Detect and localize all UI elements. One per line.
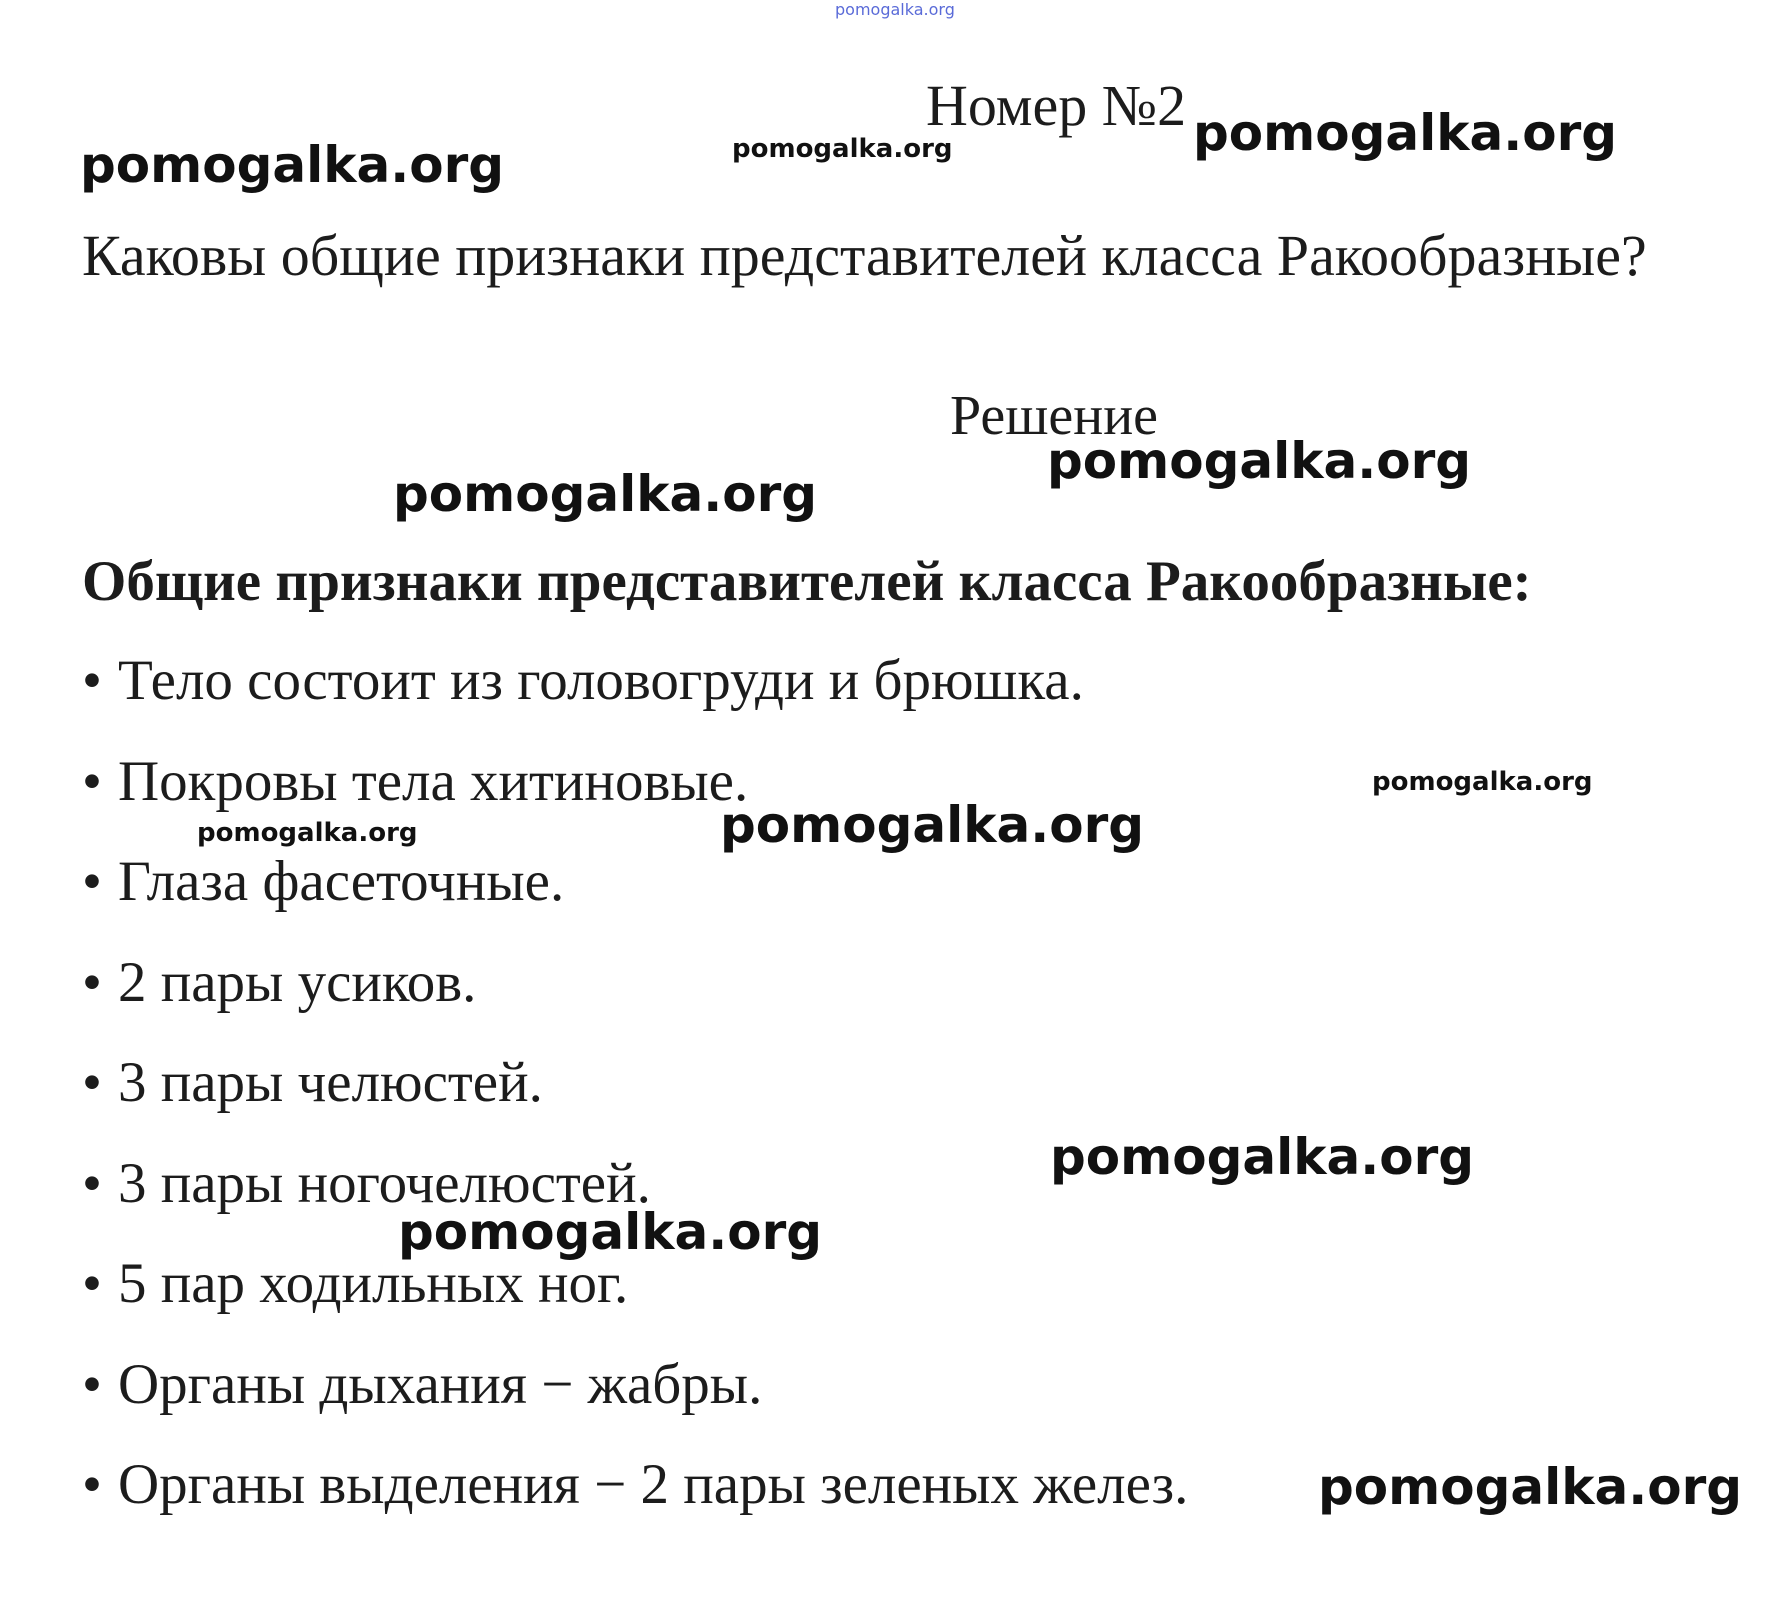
bullet-icon: • bbox=[82, 749, 102, 813]
watermark: pomogalka.org bbox=[1050, 1128, 1475, 1186]
watermark: pomogalka.org bbox=[80, 136, 505, 194]
list-item-text: 3 пары ногочелюстей. bbox=[118, 1151, 651, 1215]
watermark: pomogalka.org bbox=[1372, 767, 1593, 797]
watermark: pomogalka.org bbox=[1047, 432, 1472, 490]
bullet-icon: • bbox=[82, 850, 102, 913]
list-item bbox=[82, 1452, 1188, 1553]
list-item-text: Органы дыхания − жабры. bbox=[118, 1352, 763, 1416]
watermark: pomogalka.org bbox=[398, 1203, 823, 1261]
watermark: pomogalka.org bbox=[720, 796, 1145, 854]
list-item-text: 2 пары усиков. bbox=[118, 950, 477, 1014]
list-item-text: Органы выделения − 2 пары зеленых желез. bbox=[118, 1453, 1189, 1516]
list-item bbox=[82, 849, 1188, 950]
bullet-icon: • bbox=[82, 1151, 102, 1215]
list-item bbox=[82, 648, 1188, 749]
bullet-icon: • bbox=[82, 1352, 102, 1416]
watermark: pomogalka.org bbox=[1193, 104, 1618, 162]
watermark: pomogalka.org bbox=[393, 465, 818, 523]
list-item bbox=[82, 1050, 1188, 1151]
bullet-icon: • bbox=[82, 1051, 102, 1114]
bullet-icon: • bbox=[82, 1252, 102, 1315]
list-item bbox=[82, 1352, 1188, 1453]
list-item-text: Тело состоит из головогруди и брюшка. bbox=[118, 649, 1084, 712]
question-text: Каковы общие признаки представителей класса Ракообразные? bbox=[82, 223, 1647, 288]
top-watermark: pomogalka.org bbox=[835, 0, 955, 19]
list-item bbox=[82, 1251, 1188, 1352]
list-item-text: Покровы тела хитиновые. bbox=[118, 749, 749, 813]
solution-label: Решение bbox=[950, 385, 1159, 447]
answer-heading: Общие признаки представителей класса Ракообразные: bbox=[82, 550, 1532, 613]
list-item bbox=[82, 950, 1188, 1051]
answer-list bbox=[82, 648, 1188, 1553]
bullet-icon: • bbox=[82, 950, 102, 1014]
problem-number-title: Номер №2 bbox=[926, 73, 1187, 138]
list-item-text: 3 пары челюстей. bbox=[118, 1051, 543, 1114]
list-item-text: Глаза фасеточные. bbox=[118, 850, 565, 913]
bullet-icon: • bbox=[82, 649, 102, 712]
watermark: pomogalka.org bbox=[1318, 1458, 1743, 1516]
watermark: pomogalka.org bbox=[732, 134, 953, 164]
bullet-icon: • bbox=[82, 1453, 102, 1516]
list-item-text: 5 пар ходильных ног. bbox=[118, 1252, 629, 1315]
watermark: pomogalka.org bbox=[197, 818, 418, 848]
